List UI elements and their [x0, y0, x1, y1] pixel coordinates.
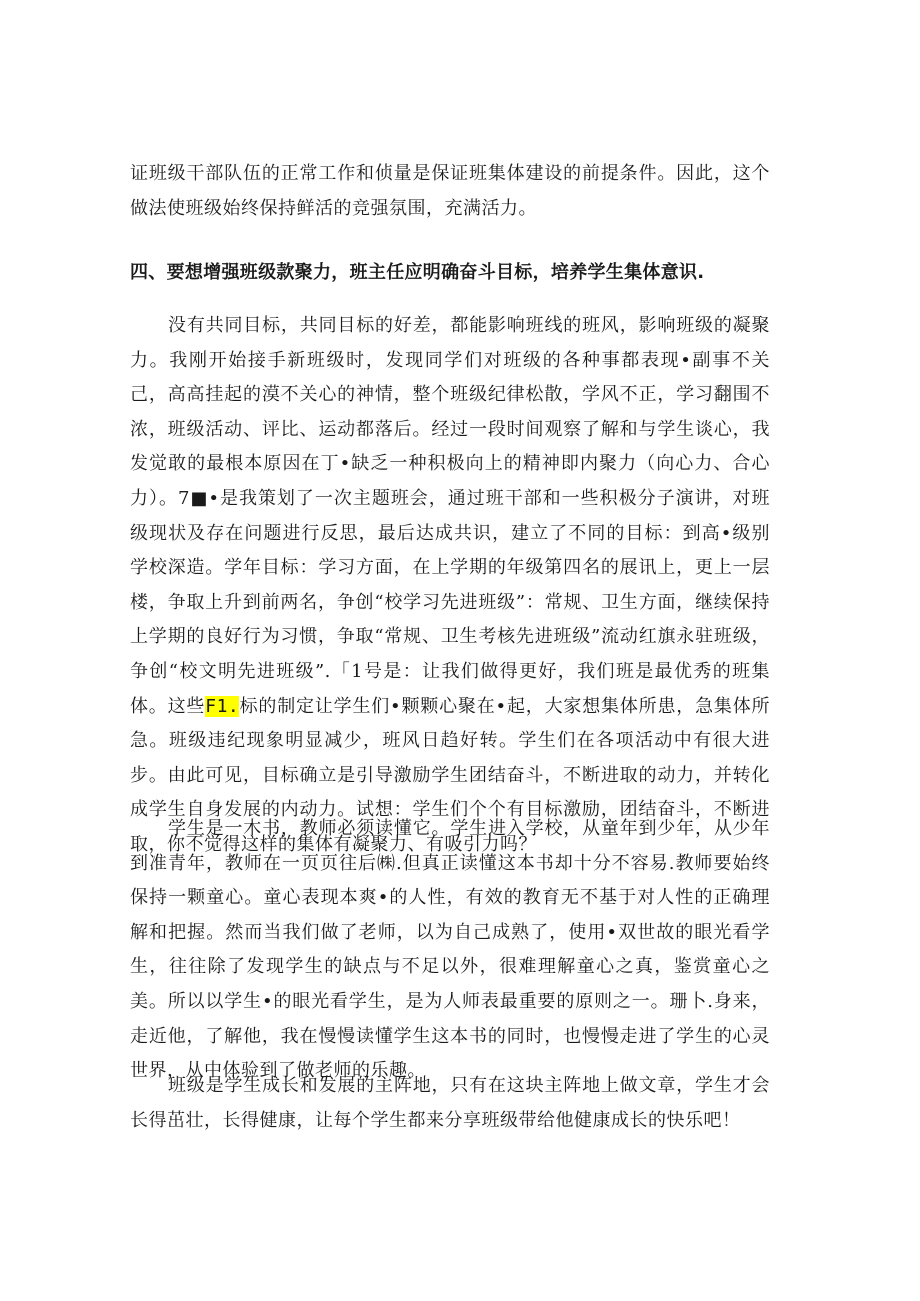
paragraph-2	[130, 309, 770, 863]
paragraph-2-text-end: 标的制定让学生们•颗颗心聚在•起，大家想集体所患，急集体所急。班级违纪现象明显减少，班风日趋好转。学生们在各项活动中有很大进步。由此可见，目标确立是引导激励学生团结奋斗，不断进取的动力，并转化成学生自身发展的内动力。试想：学生们个个有目标激励，团结奋斗，不断进取，你不觉得这样的集体有凝聚力、有吸引力吗？	[130, 695, 771, 855]
paragraph-4: 班级是学生成长和发展的主阵地，只有在这块主阵地上做文章，学生才会长得茁壮，长得健康，让每个学生都来分享班级带给他健康成长的快乐吧！	[130, 1075, 770, 1131]
paragraph-1: 证班级干部队伍的正常工作和侦量是保证班集体建设的前提条件。因此，这个做法使班级始终保持鲜活的竞强氛围，充满活力。	[130, 163, 770, 219]
section-heading: 四、要想增强班级款聚力，班主任应明确奋斗目标，培养学生集体意识.	[130, 262, 705, 283]
highlighted-text: F1.	[205, 695, 240, 717]
paragraph-3: 学生是一木书，教师必须读懂它。学生进入学校，从童年到少年，从少年到准青年，教师在一页页往后㈱.但真正读懂这本书却十分不容易.教师要始终保持一颗童心。童心表现本爽•的人性，有效的教育无不基于对人性的正确理解和把握。然而当我们做了老师，以为自己成熟了，使用•双世故的眼光看学生，往往除了发现学生的缺点与不足以外，很难理解童心之真，鉴赏童心之美。所以以学生•的眼光看学生，是为人师表最重要的原则之一。珊卜.身来，走近他，了解他，我在慢慢读懂学生这本书的同时，也慢慢走进了学生的心灵世界，从中体验到了做老师的乐趣。	[130, 818, 770, 1082]
paragraph-2-text-start: 没有共同目标，共同目标的好差，都能影响班线的班风，影响班级的凝聚力。我刚开始接手新班级时，发现同学们对班级的各种事都表现•副事不关己，高高挂起的漠不关心的神情，整个班级纪律松散，学风不正，学习翻围不浓，班级活动、评比、运动都落后。经过一段时间观察了解和与学生谈心，我发觉敢的最根本原因在丁•缺乏一种积极向上的精神即内聚力（向心力、合心力）。7■•是我策划了一次主题班会，通过班干部和一些积极分子演讲，对班级现状及存在问题进行反思，最后达成共识，建立了不同的目标：到高•级别学校深造。学年目标：学习方面，在上学期的年级第四名的展讯上，更上一层楼，争取上升到前两名，争创“校学习先进班级”：常规、卫生方面，继续保持上学期的良好行为习惯，争取“常规、卫生考核先进班级”流动红旗永驻班级，争创“校文明先进班级”.「1号是：让我们做得更好，我们班是最优秀的班集体。这些	[130, 315, 770, 717]
